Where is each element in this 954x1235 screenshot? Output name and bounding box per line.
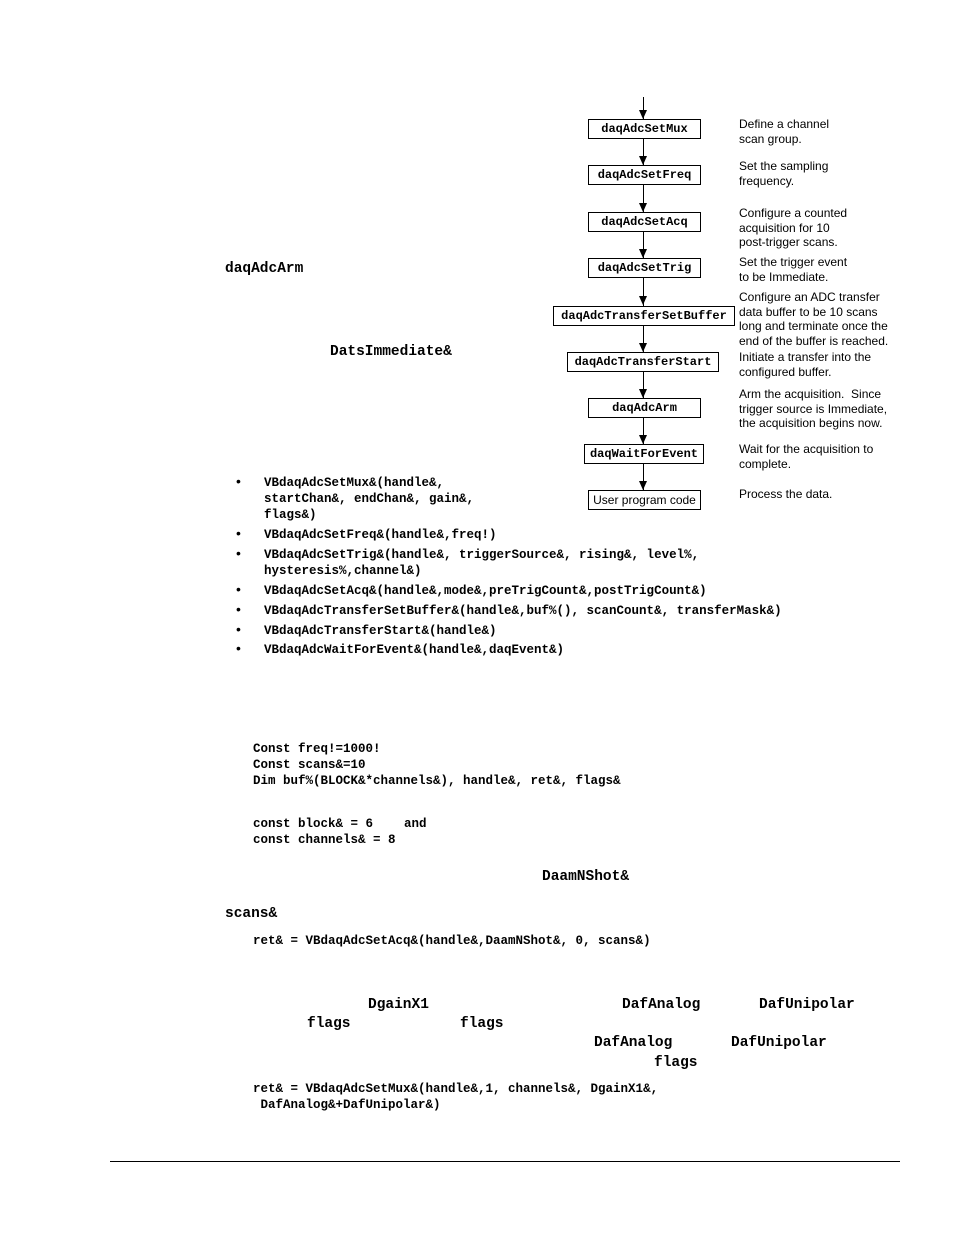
flow-desc-transfer-start: Initiate a transfer into the configured buffer. bbox=[739, 350, 872, 379]
keyword-flags: flags bbox=[654, 1055, 698, 1071]
flow-step-transfer-set-buffer: daqAdcTransferSetBuffer bbox=[553, 306, 735, 326]
list-item: VBdaqAdcTransferStart&(handle&) bbox=[264, 624, 497, 638]
flow-step-arm: daqAdcArm bbox=[588, 398, 701, 418]
list-item: VBdaqAdcSetTrig&(handle&, triggerSource&, rising&, level%, hysteresis%,channel&) bbox=[264, 548, 700, 578]
flow-step-wait-for-event: daqWaitForEvent bbox=[584, 444, 704, 464]
flow-desc-arm: Arm the acquisition. Since trigger source is Immediate, the acquisition begins now. bbox=[739, 387, 888, 430]
bullet-icon: • bbox=[236, 621, 241, 637]
bullet-icon: • bbox=[236, 545, 241, 561]
flow-step-user-program-code: User program code bbox=[588, 490, 701, 510]
list-item: VBdaqAdcTransferSetBuffer&(handle&,buf%(), scanCount&, transferMask&) bbox=[264, 604, 782, 618]
flow-step-set-mux: daqAdcSetMux bbox=[588, 119, 701, 139]
flow-arrow-icon bbox=[639, 203, 647, 212]
flow-step-set-trig: daqAdcSetTrig bbox=[588, 258, 701, 278]
flow-arrow-icon bbox=[639, 481, 647, 490]
keyword-dafanalog: DafAnalog bbox=[622, 997, 701, 1013]
flow-arrow-icon bbox=[639, 435, 647, 444]
keyword-dafunipolar: DafUnipolar bbox=[731, 1035, 827, 1051]
keyword-dafanalog: DafAnalog bbox=[594, 1035, 673, 1051]
flow-arrow-icon bbox=[639, 343, 647, 352]
flow-arrow-icon bbox=[639, 110, 647, 119]
keyword-dafunipolar: DafUnipolar bbox=[759, 997, 855, 1013]
bullet-icon: • bbox=[236, 581, 241, 597]
flow-desc-set-mux: Define a channel scan group. bbox=[739, 117, 830, 146]
flow-step-set-freq: daqAdcSetFreq bbox=[588, 165, 701, 185]
flow-desc-transfer-set-buffer: Configure an ADC transfer data buffer to be 10 scans long and terminate once the end of the buffer is reached. bbox=[739, 290, 889, 348]
flow-arrow-icon bbox=[639, 296, 647, 305]
code-const-channels: const channels& = 8 bbox=[253, 833, 396, 847]
list-item: VBdaqAdcWaitForEvent&(handle&,daqEvent&) bbox=[264, 643, 565, 657]
flow-arrow-icon bbox=[639, 249, 647, 258]
flow-desc-wait-for-event: Wait for the acquisition to complete. bbox=[739, 442, 874, 471]
list-item: VBdaqAdcSetAcq&(handle&,mode&,preTrigCount&,postTrigCount&) bbox=[264, 584, 707, 598]
keyword-daq-adc-arm: daqAdcArm bbox=[225, 261, 304, 277]
bullet-icon: • bbox=[236, 640, 241, 656]
keyword-dats-immediate: DatsImmediate& bbox=[330, 344, 452, 360]
code-set-acq: ret& = VBdaqAdcSetAcq&(handle&,DaamNShot&, 0, scans&) bbox=[253, 934, 651, 948]
flow-desc-user-program-code: Process the data. bbox=[739, 487, 833, 501]
keyword-flags: flags bbox=[460, 1016, 504, 1032]
code-const-block: const block& = 6 bbox=[253, 817, 374, 831]
keyword-scans: scans& bbox=[225, 906, 278, 922]
bullet-icon: • bbox=[236, 601, 241, 617]
bullet-icon: • bbox=[236, 525, 241, 541]
flow-desc-set-acq: Configure a counted acquisition for 10 post-trigger scans. bbox=[739, 206, 848, 249]
list-item: VBdaqAdcSetMux&(handle&, startChan&, endChan&, gain&, flags&) bbox=[264, 476, 475, 522]
flow-desc-set-trig: Set the trigger event to be Immediate. bbox=[739, 255, 848, 284]
bullet-icon: • bbox=[236, 473, 241, 489]
code-const-and: and bbox=[404, 817, 427, 831]
keyword-dgainx1: DgainX1 bbox=[368, 997, 429, 1013]
keyword-daam-nshot: DaamNShot& bbox=[542, 869, 630, 885]
flow-desc-set-freq: Set the sampling frequency. bbox=[739, 159, 829, 188]
flow-arrow-icon bbox=[639, 389, 647, 398]
code-set-mux: ret& = VBdaqAdcSetMux&(handle&,1, channels&, DgainX1&, DafAnalog&+DafUnipolar&) bbox=[253, 1082, 659, 1112]
footer-divider bbox=[110, 1161, 900, 1162]
keyword-flags: flags bbox=[307, 1016, 351, 1032]
code-declarations: Const freq!=1000! Const scans&=10 Dim buf%(BLOCK&*channels&), handle&, ret&, flags& bbox=[253, 742, 621, 788]
flow-step-set-acq: daqAdcSetAcq bbox=[588, 212, 701, 232]
flow-arrow-icon bbox=[639, 156, 647, 165]
list-item: VBdaqAdcSetFreq&(handle&,freq!) bbox=[264, 528, 497, 542]
flow-step-transfer-start: daqAdcTransferStart bbox=[567, 352, 719, 372]
